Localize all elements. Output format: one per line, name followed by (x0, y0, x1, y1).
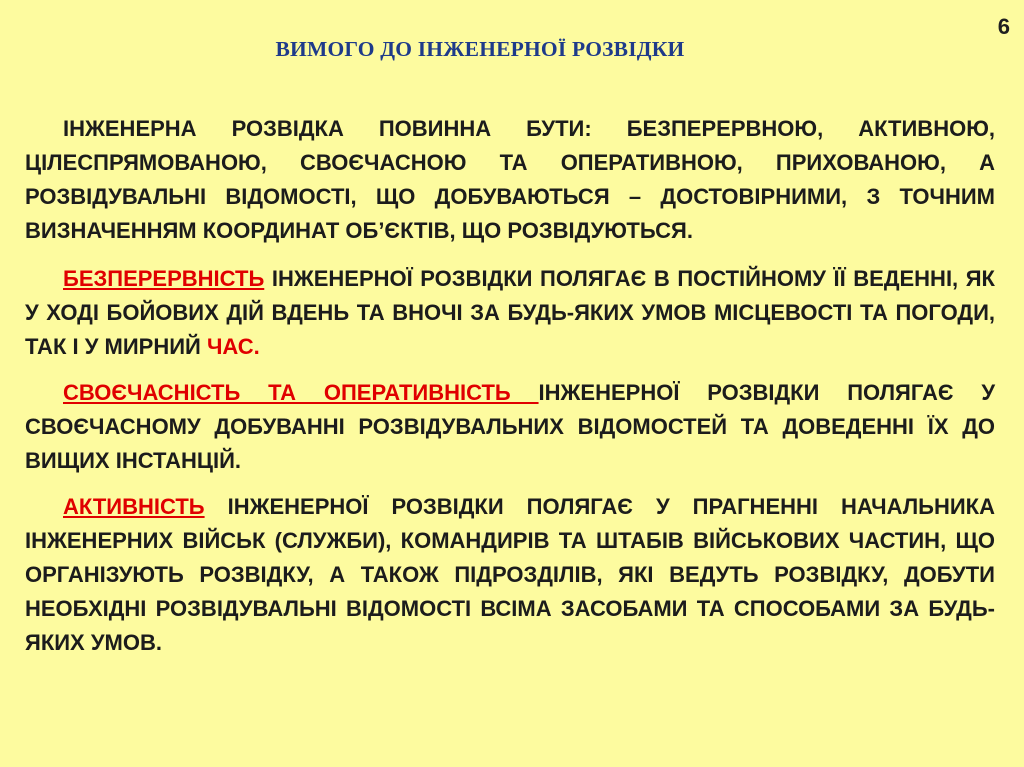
paragraph-activity-text: ІНЖЕНЕРНОЇ РОЗВІДКИ ПОЛЯГАЄ У ПРАГНЕННІ НАЧАЛЬНИКА ІНЖЕНЕРНИХ ВІЙСЬК (СЛУЖБИ), КОМАНДИРІВ ТА ШТАБІВ ВІЙСЬКОВИХ ЧАСТИН, ЩО ОРГАНІЗУЮТЬ РОЗВІДКУ, А ТАКОЖ ПІДРОЗДІЛІВ, ЯКІ ВЕДУТЬ РОЗВІДКУ, ДОБУТИ НЕОБХІДНІ РОЗВІДУВАЛЬНІ ВІДОМОСТІ ВСІМА ЗАСОБАМИ ТА СПОСОБАМИ ЗА БУДЬ-ЯКИХ УМОВ. (25, 494, 995, 655)
keyword-continuity: БЕЗПЕРЕРВНІСТЬ (63, 266, 265, 291)
paragraph-continuity-text: ІНЖЕНЕРНОЇ РОЗВІДКИ ПОЛЯГАЄ В ПОСТІЙНОМУ ЇЇ ВЕДЕННІ, ЯК У ХОДІ БОЙОВИХ ДІЙ ВДЕНЬ ТА ВНОЧІ ЗА БУДЬ-ЯКИХ УМОВ МІСЦЕВОСТІ ТА ПОГОДИ, ТАК І У МИРНИЙ (25, 266, 995, 359)
paragraph-continuity (25, 262, 995, 364)
paragraph-activity (25, 490, 995, 660)
slide-body (25, 112, 996, 660)
paragraph-timeliness (25, 376, 995, 478)
keyword-timeliness: СВОЄЧАСНІСТЬ ТА ОПЕРАТИВНІСТЬ (63, 380, 539, 405)
keyword-activity: АКТИВНІСТЬ (63, 494, 205, 519)
page-number: 6 (997, 14, 1010, 39)
paragraph-requirements (25, 112, 995, 248)
paragraph-continuity-tail: ЧАС. (206, 334, 260, 359)
paragraph-requirements-text: ІНЖЕНЕРНА РОЗВІДКА ПОВИННА БУТИ: БЕЗПЕРЕРВНОЮ, АКТИВНОЮ, ЦІЛЕСПРЯМОВАНОЮ, СВОЄЧАСНОЮ ТА ОПЕРАТИВНОЮ, ПРИХОВАНОЮ, А РОЗВІДУВАЛЬНІ ВІДОМОСТІ, ЩО ДОБУВАЮТЬСЯ – ДОСТОВІРНИМИ, З ТОЧНИМ ВИЗНАЧЕННЯМ КООРДИНАТ ОБ’ЄКТІВ, ЩО РОЗВІДУЮТЬСЯ. (25, 116, 995, 243)
paragraph-timeliness-text: ІНЖЕНЕРНОЇ РОЗВІДКИ ПОЛЯГАЄ У СВОЄЧАСНОМУ ДОБУВАННІ РОЗВІДУВАЛЬНИХ ВІДОМОСТЕЙ ТА ДОВЕДЕННІ ЇХ ДО ВИЩИХ ІНСТАНЦІЙ. (25, 380, 996, 473)
slide-title: ВИМОГО ДО ІНЖЕНЕРНОЇ РОЗВІДКИ (275, 37, 685, 61)
